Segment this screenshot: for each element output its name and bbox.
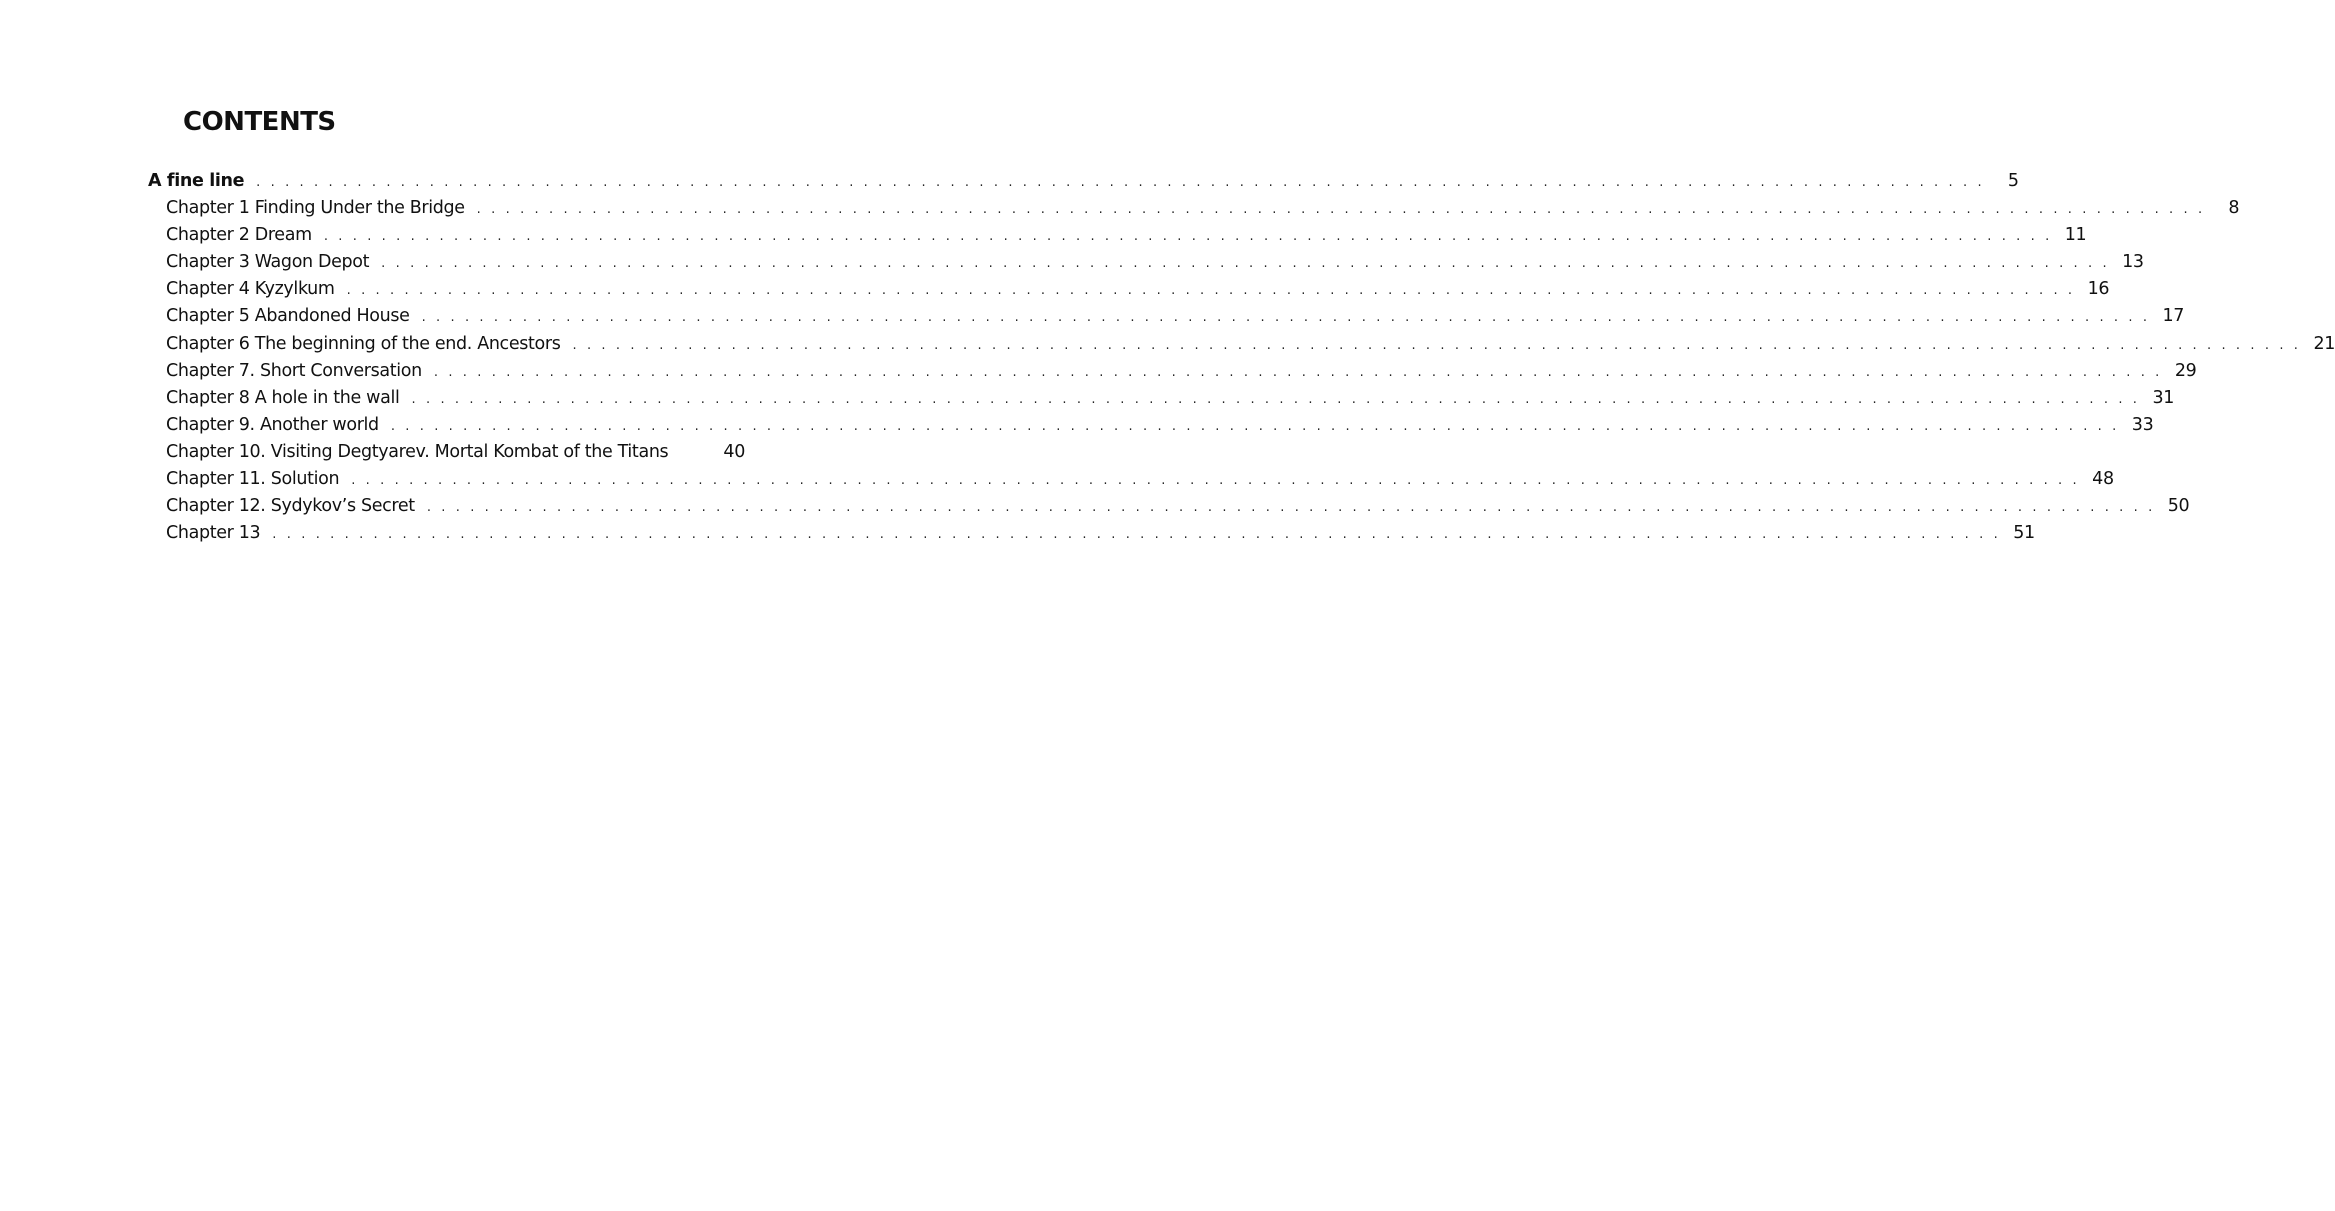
dot-leader: . . . . . . . . . . . . . . . . . . . . . . . . . . . . . . . . . . . . . . . . . . . . . . . . . . . . . . . . . . . . . . . . . . . . . . . . . . . . . . . . . . . . . . . . . . . . . . . . . . . . . . . . . . . . . . . . . . . . . . . .	[433, 364, 2163, 380]
toc-entry-title: Chapter 1 Finding Under the Bridge	[166, 198, 465, 219]
toc-chapter-entry[interactable]	[148, 358, 2197, 385]
toc-page-number: 11	[2064, 225, 2087, 246]
dot-leader: . . . . . . . . . . . . . . . . . . . . . . . . . . . . . . . . . . . . . . . . . . . . . . . . . . . . . . . . . . . . . . . . . . . . . . . . . . . . . . . . . . . . . . . . . . . . . . . . . . . . . . . . . . . . . . . . . . . . . . . .	[572, 337, 2302, 353]
toc-chapter-entry[interactable]	[148, 439, 745, 466]
toc-page-number: 31	[2152, 387, 2175, 408]
toc-chapter-entry[interactable]	[148, 249, 2144, 276]
toc-page-number: 40	[723, 441, 745, 462]
dot-leader: . . . . . . . . . . . . . . . . . . . . . . . . . . . . . . . . . . . . . . . . . . . . . . . . . . . . . . . . . . . . . . . . . . . . . . . . . . . . . . . . . . . . . . . . . . . . . . . . . . . . . . . . . . . . . . . . . . . . . . . .	[351, 473, 2080, 489]
toc-entry-title: Chapter 11. Solution	[166, 469, 340, 490]
toc-page-number: 21	[2313, 333, 2335, 354]
toc-page-number: 16	[2087, 279, 2110, 300]
toc-page-number: 5	[2007, 171, 2019, 191]
toc-entry-title: Chapter 5 Abandoned House	[166, 306, 410, 327]
toc-entry-title: Chapter 10. Visiting Degtyarev. Mortal Kombat of the Titans	[166, 441, 669, 462]
toc-entry-title: Chapter 12. Sydykov’s Secret	[166, 496, 415, 517]
toc-entry-title: Chapter 2 Dream	[166, 225, 312, 246]
toc-page-number: 29	[2174, 360, 2197, 381]
dot-leader: . . . . . . . . . . . . . . . . . . . . . . . . . . . . . . . . . . . . . . . . . . . . . . . . . . . . . . . . . . . . . . . . . . . . . . . . . . . . . . . . . . . . . . . . . . . . . . . . . . . . . . . . . . . . . . . . . . . . . . . .	[346, 283, 2076, 299]
toc-page-number: 50	[2167, 496, 2190, 517]
toc-part-entry[interactable]	[148, 168, 2019, 195]
dot-leader: . . . . . . . . . . . . . . . . . . . . . . . . . . . . . . . . . . . . . . . . . . . . . . . . . . . . . . . . . . . . . . . . . . . . . . . . . . . . . . . . . . . . . . . . . . . . . . . . . . . . . . . . . . . . . . . . . . . . . . . .	[421, 310, 2151, 326]
toc-entry-title: Chapter 9. Another world	[166, 414, 379, 435]
dot-leader: . . . . . . . . . . . . . . . . . . . . . . . . . . . . . . . . . . . . . . . . . . . . . . . . . . . . . . . . . . . . . . . . . . . . . . . . . . . . . . . . . . . . . . . . . . . . . . . . . . . . . . . . . . . . . . . . . . . . . . . .	[272, 527, 2001, 543]
toc-entry-title: Chapter 7. Short Conversation	[166, 360, 422, 381]
toc-entry-title: A fine line	[148, 171, 245, 191]
toc-chapter-entry[interactable]	[148, 222, 2087, 249]
table-of-contents	[148, 168, 2335, 547]
toc-chapter-entry[interactable]	[148, 466, 2114, 493]
toc-page-number: 8	[2228, 198, 2240, 219]
toc-entry-title: Chapter 4 Kyzylkum	[166, 279, 335, 300]
toc-chapter-entry[interactable]	[148, 331, 2335, 358]
toc-chapter-entry[interactable]	[148, 412, 2154, 439]
toc-chapter-entry[interactable]	[148, 493, 2190, 520]
dot-leader: . . . . . . . . . . . . . . . . . . . . . . . . . . . . . . . . . . . . . . . . . . . . . . . . . . . . . . . . . . . . . . . . . . . . . . . . . . . . . . . . . . . . . . . . . . . . . . . . . . . . . . . . . . . . . . . . . . . . . . . .	[476, 202, 2206, 218]
toc-page-number: 33	[2131, 414, 2154, 435]
toc-page-number: 51	[2013, 523, 2035, 544]
toc-chapter-entry[interactable]	[148, 276, 2110, 303]
dot-leader: . . . . . . . . . . . . . . . . . . . . . . . . . . . . . . . . . . . . . . . . . . . . . . . . . . . . . . . . . . . . . . . . . . . . . . . . . . . . . . . . . . . . . . . . . . . . . . . . . . . . . . . . . . . . . . . . . . . . . . . .	[411, 391, 2141, 407]
toc-entry-title: Chapter 13	[166, 523, 261, 544]
dot-leader: . . . . . . . . . . . . . . . . . . . . . . . . . . . . . . . . . . . . . . . . . . . . . . . . . . . . . . . . . . . . . . . . . . . . . . . . . . . . . . . . . . . . . . . . . . . . . . . . . . . . . . . . . . . . . . . . . . . . . . . .	[323, 229, 2053, 245]
dot-leader: . . . . . . . . . . . . . . . . . . . . . . . . . . . . . . . . . . . . . . . . . . . . . . . . . . . . . . . . . . . . . . . . . . . . . . . . . . . . . . . . . . . . . . . . . . . . . . . . . . . . . . . . . . . . . . . . . . . . . . . .	[256, 175, 1985, 190]
toc-entry-title: Chapter 3 Wagon Depot	[166, 252, 370, 273]
toc-page-number: 48	[2092, 469, 2114, 490]
dot-leader: . . . . . . . . . . . . . . . . . . . . . . . . . . . . . . . . . . . . . . . . . . . . . . . . . . . . . . . . . . . . . . . . . . . . . . . . . . . . . . . . . . . . . . . . . . . . . . . . . . . . . . . . . . . . . . . . . . . . . . . .	[381, 256, 2110, 272]
dot-leader: . . . . . . . . . . . . . . . . . . . . . . . . . . . . . . . . . . . . . . . . . . . . . . . . . . . . . . . . . . . . . . . . . . . . . . . . . . . . . . . . . . . . . . . . . . . . . . . . . . . . . . . . . . . . . . . . . . . . . . . .	[426, 500, 2156, 516]
toc-page-number: 17	[2162, 306, 2185, 327]
page-title: CONTENTS	[183, 107, 336, 137]
dot-leader: . . . . . . . . . . . . . . . . . . . . . . . . . . . . . . . . . . . . . . . . . . . . . . . . . . . . . . . . . . . . . . . . . . . . . . . . . . . . . . . . . . . . . . . . . . . . . . . . . . . . . . . . . . . . . . . . . . . . . . . .	[390, 418, 2120, 434]
toc-chapter-entry[interactable]	[148, 303, 2185, 330]
toc-page-number: 13	[2122, 252, 2144, 273]
toc-entry-title: Chapter 6 The beginning of the end. Ancestors	[166, 333, 561, 354]
toc-chapter-entry[interactable]	[148, 520, 2035, 547]
toc-chapter-entry[interactable]	[148, 385, 2175, 412]
toc-chapter-entry[interactable]	[148, 195, 2240, 222]
toc-entry-title: Chapter 8 A hole in the wall	[166, 387, 400, 408]
